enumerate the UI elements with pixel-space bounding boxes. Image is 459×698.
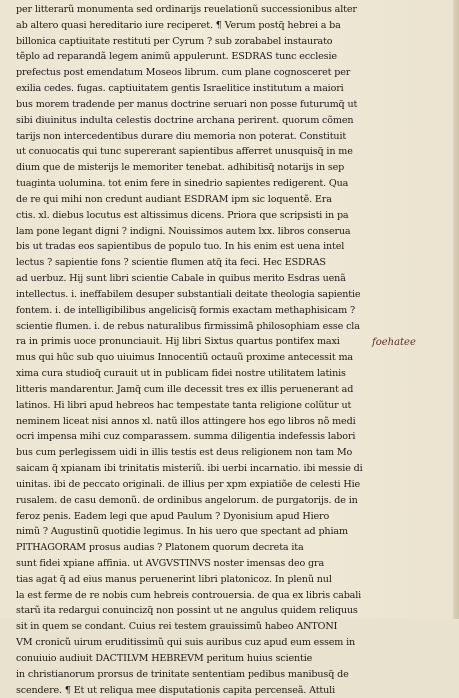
text-line: bus morem tradende per manus doctrine seruari non posse futurumq̃ ut [16,98,358,110]
text-line: xima cura studioq̃ curauit ut in publicam fidei nostre utilitatem latinis [16,368,346,380]
text-line: fontem. i. de intelligibilibus angelicisq̃ formis exactam methaphisicam ? [16,304,355,316]
text-line: sunt fidei xpiane affinia. ut AVGVSTINVS noster imensas deo gra [16,557,325,569]
margin-annotation: foehatee [372,337,416,348]
text-line: bus cum perlegissem uidi in illis testis est deus religionem non tam Mo [16,447,353,459]
text-line: prefectus post emendatum Moseos librum. cum plane cognosceret per [16,67,351,79]
text-line: ocri impensa mihi cuz comparassem. summa diligentia indefessis labori [16,431,356,443]
text-line: nimũ ? Augustinũ quotidie legimus. In his uero que spectant ad phiam [16,526,348,538]
page-edge [453,0,459,619]
text-line: saicam q̃ xpianam ibi trinitatis misteriũ. ibi uerbi incarnatio. ibi messie di [16,463,363,475]
text-line: billonica captiuitate restituti per Cyrum ? sub zorababel instaurato [16,35,333,47]
text-line: tias agat q̃ ad eius manus peruenerint libri platonicoz. In plenũ nul [16,573,332,585]
text-line: ut conuocatis qui tunc supererant sapientibus afferret unusquisq̃ in me [16,146,353,158]
text-line: scendere. ¶ Et ut reliqua mee disputationis capita percenseã. Attuli [16,684,335,696]
text-line: intellectus. i. ineffabilem desuper substantiali deitate theologia sapientie [16,288,361,300]
text-line: uinitas. ibi de peccato originali. de illius per xpm expiatiõe de celesti Hie [16,478,361,490]
text-line: ra in primis uoce pronunciauit. Hij libri Sixtus quartus pontifex maxi [16,336,340,348]
text-line: lam pone legant digni ? indigni. Nouissimos autem lxx. libros conserua [16,225,351,237]
text-line: starũ ita redargui conuincizq̃ non possint ut ne angulus quidem reliquus [16,605,358,617]
text-line: ctis. xl. diebus locutus est altissimus dicens. Priora que scripsisti in pa [16,209,349,221]
text-line: tẽplo ad reparandã legem animũ appulerunt. ESDRAS tunc ecclesie [16,51,337,63]
text-line: tarijs non intercedentibus durare diu memoria non poterat. Constituit [16,130,347,142]
text-line: dium que de misterijs le memoriter tenebat. adhibitisq̃ notarijs in sep [16,162,345,174]
text-line: bis ut tradas eos sapientibus de populo tuo. In his enim est uena intel [16,241,345,253]
text-line: de re qui mihi non credunt audiant ESDRAM ipm sic loquentẽ. Era [16,193,332,205]
text-line: la est ferme de re nobis cum hebreis controuersia. de qua ex libris cabali [16,589,362,601]
text-line: conuiuio audiuit DACTILVM HEBREVM peritum huius scientie [16,652,313,664]
text-line: scientie flumen. i. de rebus naturalibus firmissimã philosophiam esse cla [16,320,360,332]
text-line: sibi diuinitus indulta celestis doctrine archana perirent. quorum cõmen [16,114,354,126]
text-line: in christianorum prorsus de trinitate sententiam pedibus manibusq̃ de [16,668,349,680]
text-line: PITHAGORAM prosus audias ? Platonem quorum decreta ita [16,542,304,554]
text-line: lectus ? sapientie fons ? scientie flumen atq̃ ita feci. Hec ESDRAS [16,257,326,269]
text-line: litteris mandarentur. Jamq̃ cum ille decessit tres ex illis peruenerant ad [16,383,354,395]
text-line: ab altero quasi hereditario iure reciperet. ¶ Verum postq̃ hebrei a ba [16,19,341,31]
text-line: VM cronicũ uirum eruditissimũ qui suis auribus cuz apud eum essem in [16,637,356,649]
text-line: ad uerbuz. Hij sunt libri scientie Cabale in quibus merito Esdras uenã [16,273,346,285]
text-line: per litterarũ monumenta sed ordinarijs reuelationũ successionibus alter [16,4,357,15]
text-block [16,2,376,698]
text-line: rusalem. de casu demonũ. de ordinibus angelorum. de purgatorijs. de in [16,494,358,506]
text-line: exilia cedes. fugas. captiuitatem gentis Israelitice institutum a maiori [16,83,344,95]
text-line: sit in quem se condant. Cuius rei testem grauissimũ habeo ANTONI [16,621,338,633]
text-line: mus qui hũc sub quo uiuimus Innocentiũ octauũ proxime antecessit ma [16,352,353,364]
text-line: neminem liceat nisi annos xl. natũ illos attingere hos ego libros nõ medi [16,415,356,427]
text-line: tuaginta uolumina. tot enim fere in sinedrio sapientes redigerent. Qua [16,178,349,190]
text-line: latinos. Hi libri apud hebreos hac tempestate tanta religione colũtur ut [16,399,352,411]
text-line: feroz penis. Eadem legi que apud Paulum ? Dyonisium apud Hiero [16,510,330,522]
